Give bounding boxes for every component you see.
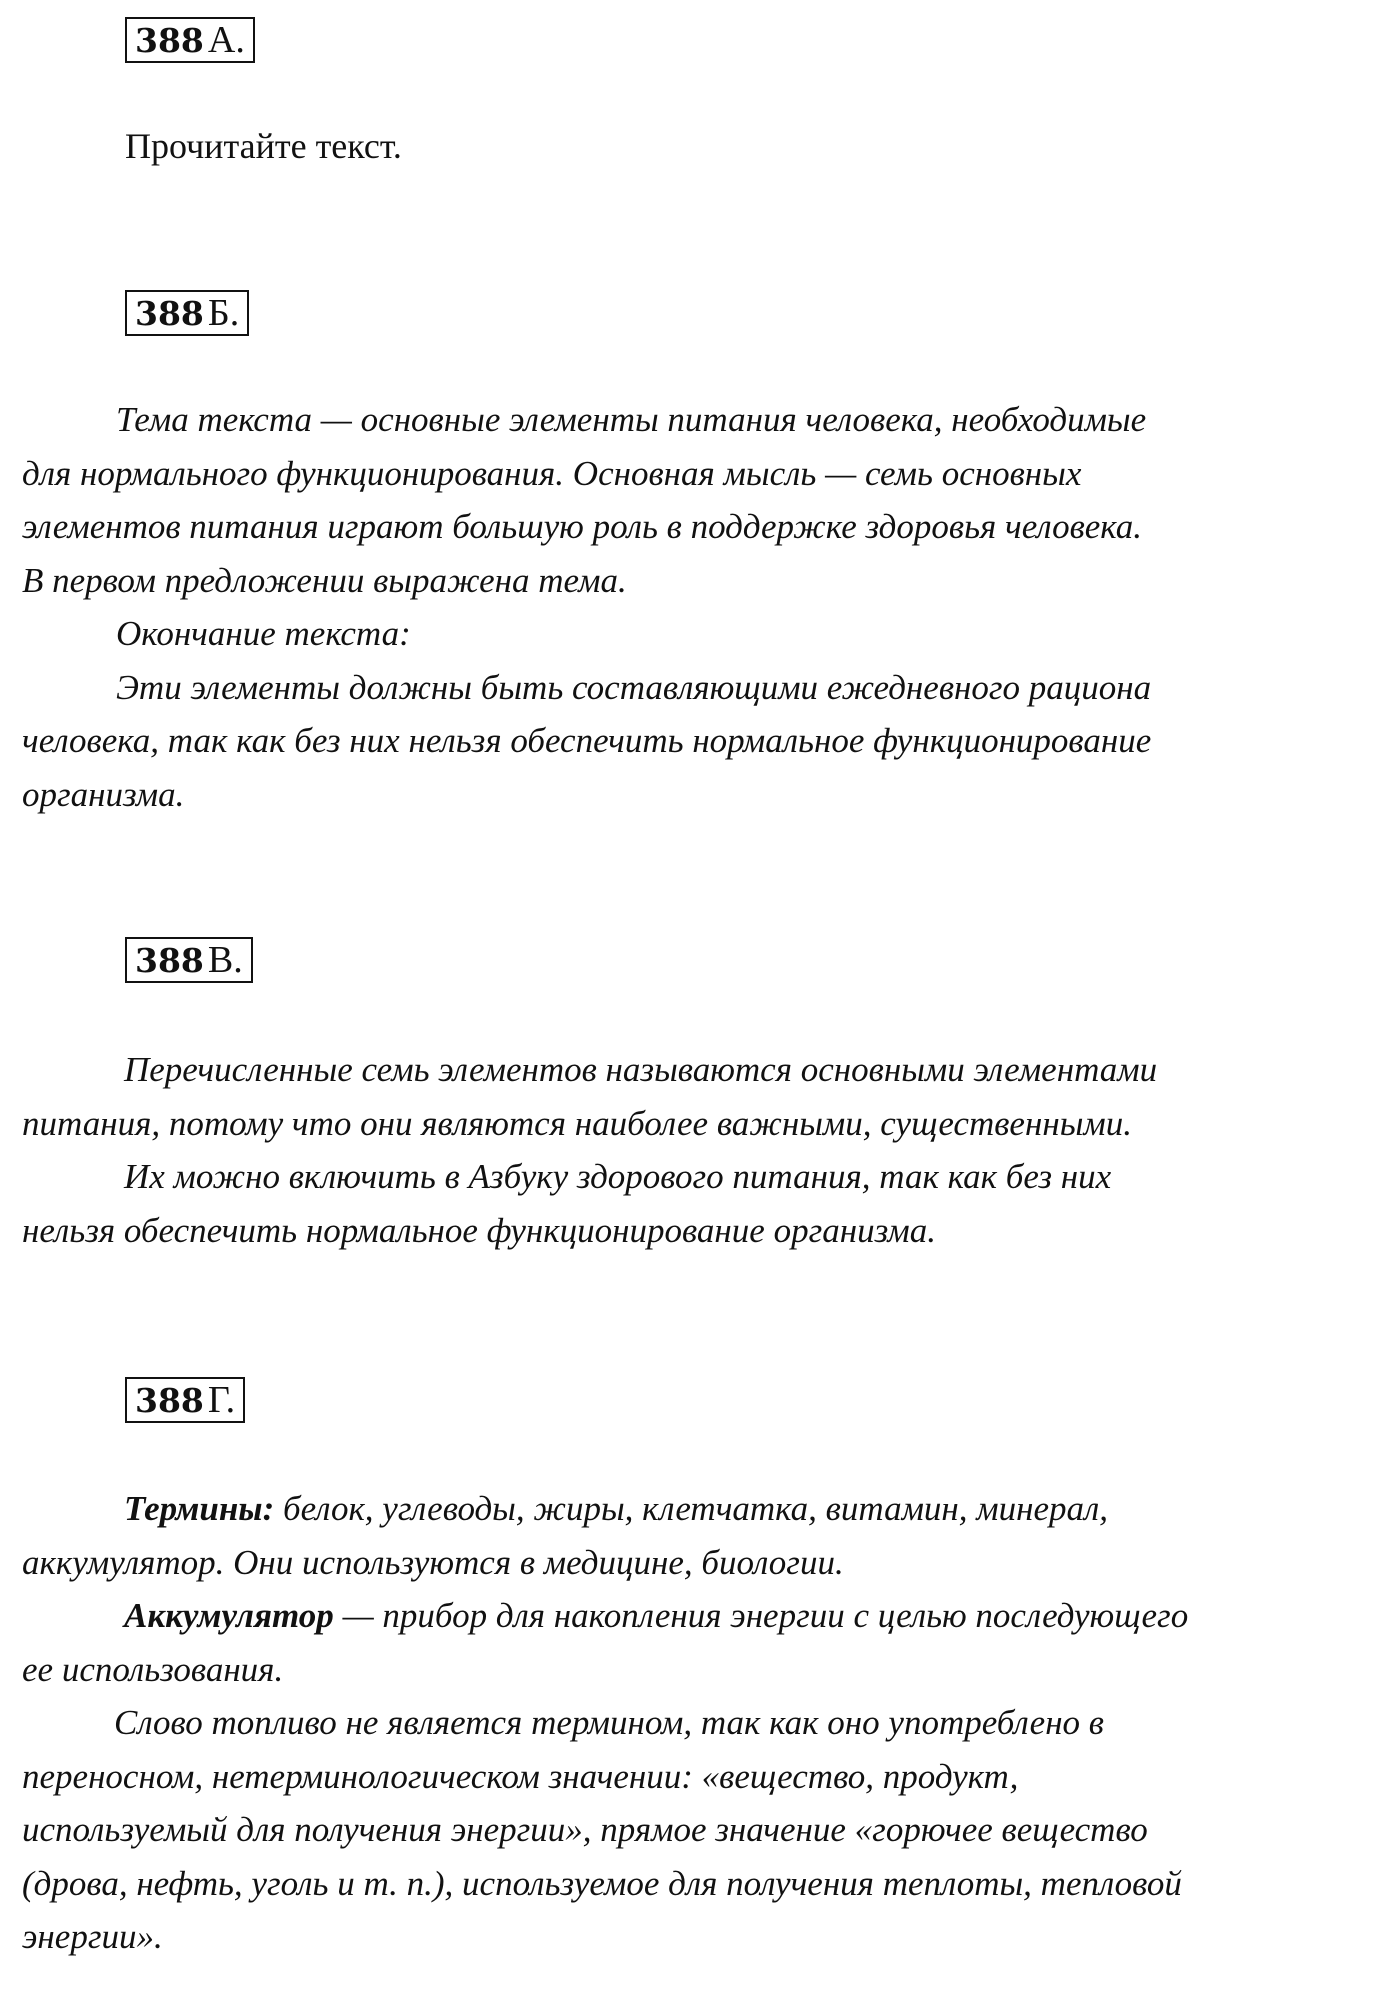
text-line: элементов питания играют большую роль в поддержке здоровья человека.: [22, 507, 1143, 546]
text-line: Окончание текста:: [116, 614, 411, 653]
terms-list: белок, углеводы, жиры, клетчатка, витамин, минерал,: [274, 1489, 1109, 1528]
text-line: человека, так как без них нельзя обеспечить нормальное функционирование: [22, 721, 1152, 760]
text-line: Тема текста — основные элементы питания человека, необходимые: [116, 400, 1147, 439]
answer-paragraph-v: [22, 1043, 1362, 1257]
text-line: ее использования.: [22, 1649, 284, 1689]
term-accumulator: Аккумулятор: [124, 1596, 334, 1635]
instruction-text: Прочитайте текст.: [125, 126, 402, 166]
text-line: питания, потому что они являются наиболее важными, существенными.: [22, 1103, 1132, 1143]
text-line: В первом предложении выражена тема.: [22, 560, 627, 600]
answer-paragraph-b: [22, 393, 1362, 821]
text-line: нельзя обеспечить нормальное функционирование организма.: [22, 1210, 936, 1250]
text-line: Слово топливо не является термином, так как оно употреблено в: [114, 1703, 1104, 1742]
exercise-number: 388: [135, 20, 204, 60]
text-line: для нормального функционирования. Основная мысль — семь основных: [22, 453, 1082, 493]
exercise-letter: А.: [207, 19, 245, 61]
text-line: [22, 1589, 1362, 1643]
text-line: (дрова, нефть, уголь и т. п.), используемое для получения теплоты, тепловой: [22, 1863, 1182, 1903]
exercise-label-g: [125, 1377, 245, 1423]
text-line: организма.: [22, 774, 185, 814]
text-line: Перечисленные семь элементов называются основными элементами: [124, 1050, 1158, 1089]
exercise-label-b: [125, 290, 249, 336]
text-line: энергии».: [22, 1917, 163, 1956]
exercise-number: 388: [135, 940, 204, 980]
text-line: аккумулятор. Они используются в медицине, биологии.: [22, 1542, 844, 1582]
terms-label: Термины:: [124, 1489, 275, 1528]
exercise-label-v: [125, 937, 253, 983]
text-line: Их можно включить в Азбуку здорового питания, так как без них: [124, 1157, 1112, 1196]
exercise-number: 388: [135, 1380, 204, 1420]
answer-paragraph-g: [22, 1482, 1362, 1964]
text-line: Эти элементы должны быть составляющими ежедневного рациона: [116, 667, 1152, 707]
text-line: [22, 1482, 1362, 1536]
text-line: переносном, нетерминологическом значении: «вещество, продукт,: [22, 1756, 1019, 1796]
exercise-letter: Б.: [207, 292, 240, 334]
text-line: используемый для получения энергии», прямое значение «горючее вещество: [22, 1810, 1148, 1849]
exercise-letter: Г.: [207, 1379, 236, 1421]
exercise-number: 388: [135, 293, 204, 333]
term-definition: — прибор для накопления энергии с целью последующего: [333, 1596, 1189, 1635]
exercise-label-a: [125, 17, 255, 63]
exercise-letter: В.: [207, 939, 243, 981]
